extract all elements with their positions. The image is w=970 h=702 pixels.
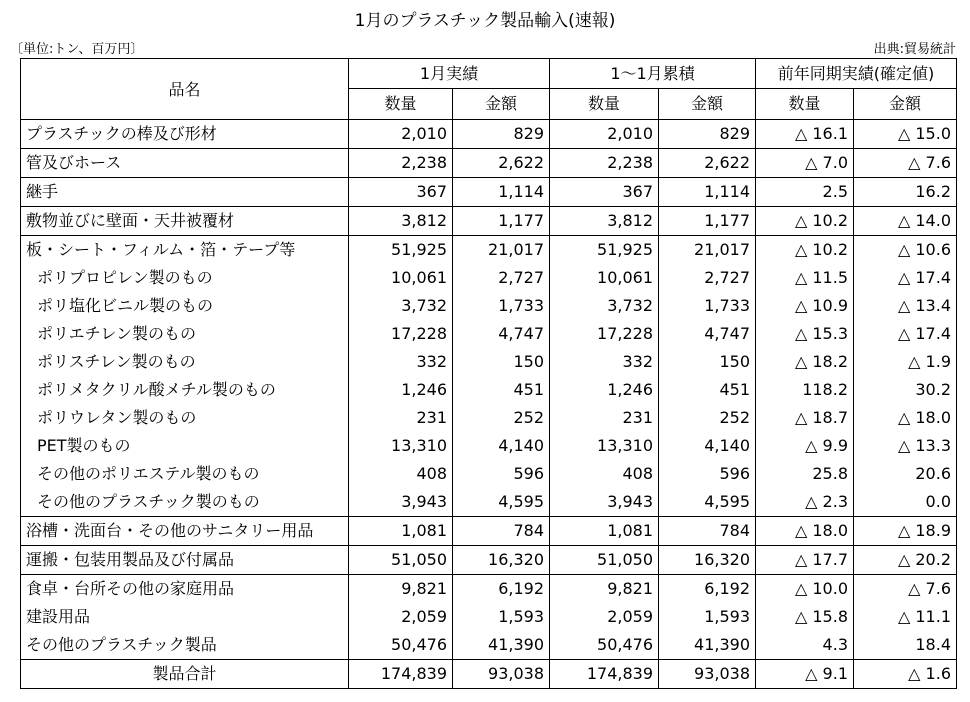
row-value-cell: 2,622: [659, 149, 756, 178]
row-value-cell: △ 10.2: [756, 207, 854, 236]
row-value-cell: △ 14.0: [854, 207, 957, 236]
total-value-cell: △ 9.1: [756, 660, 854, 689]
row-value-cell: 25.8: [756, 460, 854, 488]
row-value-cell: △ 16.1: [756, 120, 854, 149]
row-value-cell: 784: [453, 517, 550, 546]
row-value-cell: △ 10.6: [854, 236, 957, 265]
row-value-cell: 451: [453, 376, 550, 404]
header-amount: 金額: [659, 89, 756, 120]
table-row: [21, 517, 957, 546]
row-value-cell: 2,059: [349, 603, 453, 631]
row-value-cell: 367: [349, 178, 453, 207]
row-value-cell: 2,238: [349, 149, 453, 178]
row-value-cell: 118.2: [756, 376, 854, 404]
total-row: [21, 660, 957, 689]
row-item-name: ポリエチレン製のもの: [21, 320, 349, 348]
row-value-cell: 41,390: [659, 631, 756, 660]
table-row: [21, 546, 957, 575]
row-value-cell: 2,010: [550, 120, 659, 149]
row-item-name: 浴槽・洗面台・その他のサニタリー用品: [21, 517, 349, 546]
header-group-prev-year: 前年同期実績(確定値): [756, 59, 957, 89]
row-item-name: ポリウレタン製のもの: [21, 404, 349, 432]
row-value-cell: 17,228: [550, 320, 659, 348]
row-value-cell: △ 15.3: [756, 320, 854, 348]
row-value-cell: 10,061: [349, 264, 453, 292]
row-value-cell: 4,140: [453, 432, 550, 460]
row-item-name: 継手: [21, 178, 349, 207]
row-value-cell: 3,732: [349, 292, 453, 320]
row-value-cell: △ 9.9: [756, 432, 854, 460]
row-value-cell: △ 13.4: [854, 292, 957, 320]
row-value-cell: 4.3: [756, 631, 854, 660]
row-value-cell: △ 18.9: [854, 517, 957, 546]
row-value-cell: 1,081: [349, 517, 453, 546]
row-value-cell: 2,622: [453, 149, 550, 178]
total-label: 製品合計: [21, 660, 349, 689]
row-value-cell: △ 18.7: [756, 404, 854, 432]
table-row: [21, 348, 957, 376]
row-value-cell: 1,246: [349, 376, 453, 404]
row-value-cell: 21,017: [453, 236, 550, 265]
row-value-cell: △ 11.1: [854, 603, 957, 631]
row-value-cell: 2.5: [756, 178, 854, 207]
header-quantity: 数量: [349, 89, 453, 120]
header-group-month: 1月実績: [349, 59, 550, 89]
row-value-cell: △ 10.2: [756, 236, 854, 265]
row-value-cell: 332: [550, 348, 659, 376]
row-value-cell: 231: [550, 404, 659, 432]
row-value-cell: 784: [659, 517, 756, 546]
source-note: 出典:貿易統計: [873, 42, 956, 57]
header-quantity: 数量: [756, 89, 854, 120]
row-item-name: ポリメタクリル酸メチル製のもの: [21, 376, 349, 404]
row-value-cell: 13,310: [349, 432, 453, 460]
row-value-cell: 1,733: [453, 292, 550, 320]
row-value-cell: 3,943: [550, 488, 659, 517]
row-value-cell: 150: [453, 348, 550, 376]
row-value-cell: 4,747: [453, 320, 550, 348]
row-value-cell: 596: [453, 460, 550, 488]
row-value-cell: △ 13.3: [854, 432, 957, 460]
row-value-cell: 51,925: [550, 236, 659, 265]
row-value-cell: △ 11.5: [756, 264, 854, 292]
row-value-cell: 50,476: [550, 631, 659, 660]
page-title: 1月のプラスチック製品輸入(速報): [354, 11, 616, 31]
row-value-cell: 6,192: [453, 575, 550, 604]
row-value-cell: △ 18.0: [854, 404, 957, 432]
row-value-cell: 6,192: [659, 575, 756, 604]
row-item-name: 管及びホース: [21, 149, 349, 178]
row-item-name: ポリプロピレン製のもの: [21, 264, 349, 292]
table-row: [21, 603, 957, 631]
row-value-cell: △ 15.0: [854, 120, 957, 149]
row-value-cell: 2,059: [550, 603, 659, 631]
row-value-cell: 17,228: [349, 320, 453, 348]
row-value-cell: △ 10.0: [756, 575, 854, 604]
total-value-cell: 174,839: [550, 660, 659, 689]
row-value-cell: 3,812: [550, 207, 659, 236]
row-value-cell: 408: [349, 460, 453, 488]
row-value-cell: 10,061: [550, 264, 659, 292]
row-item-name: 板・シート・フィルム・箔・テープ等: [21, 236, 349, 265]
row-value-cell: △ 17.4: [854, 320, 957, 348]
row-value-cell: 21,017: [659, 236, 756, 265]
table-row: [21, 120, 957, 149]
table-row: [21, 264, 957, 292]
row-value-cell: △ 18.2: [756, 348, 854, 376]
row-item-name: 食卓・台所その他の家庭用品: [21, 575, 349, 604]
total-value-cell: △ 1.6: [854, 660, 957, 689]
row-value-cell: △ 20.2: [854, 546, 957, 575]
row-value-cell: 9,821: [349, 575, 453, 604]
row-value-cell: 1,593: [659, 603, 756, 631]
table-row: [21, 460, 957, 488]
row-value-cell: 2,010: [349, 120, 453, 149]
table-row: [21, 631, 957, 660]
row-value-cell: 1,177: [453, 207, 550, 236]
header-amount: 金額: [854, 89, 957, 120]
header-quantity: 数量: [550, 89, 659, 120]
row-value-cell: 451: [659, 376, 756, 404]
row-value-cell: 16,320: [453, 546, 550, 575]
row-value-cell: 367: [550, 178, 659, 207]
row-value-cell: 1,114: [659, 178, 756, 207]
row-value-cell: 829: [659, 120, 756, 149]
row-value-cell: 1,177: [659, 207, 756, 236]
row-value-cell: 3,812: [349, 207, 453, 236]
row-value-cell: 3,943: [349, 488, 453, 517]
row-value-cell: △ 17.4: [854, 264, 957, 292]
row-value-cell: △ 18.0: [756, 517, 854, 546]
import-table: [20, 58, 957, 689]
row-value-cell: 4,595: [659, 488, 756, 517]
row-item-name: その他のプラスチック製品: [21, 631, 349, 660]
row-value-cell: 20.6: [854, 460, 957, 488]
table-row: [21, 432, 957, 460]
row-item-name: 建設用品: [21, 603, 349, 631]
table-row: [21, 178, 957, 207]
row-value-cell: △ 17.7: [756, 546, 854, 575]
row-value-cell: △ 2.3: [756, 488, 854, 517]
table-row: [21, 149, 957, 178]
header-row-groups: [21, 59, 957, 89]
table-row: [21, 207, 957, 236]
row-value-cell: 4,747: [659, 320, 756, 348]
row-value-cell: 1,246: [550, 376, 659, 404]
row-value-cell: 51,925: [349, 236, 453, 265]
row-value-cell: 252: [659, 404, 756, 432]
row-item-name: ポリ塩化ビニル製のもの: [21, 292, 349, 320]
table-row: [21, 236, 957, 265]
row-value-cell: 596: [659, 460, 756, 488]
row-item-name: PET製のもの: [21, 432, 349, 460]
row-value-cell: 41,390: [453, 631, 550, 660]
row-value-cell: 829: [453, 120, 550, 149]
row-item-name: ポリスチレン製のもの: [21, 348, 349, 376]
row-value-cell: 51,050: [550, 546, 659, 575]
row-value-cell: △ 10.9: [756, 292, 854, 320]
row-value-cell: △ 15.8: [756, 603, 854, 631]
row-value-cell: 13,310: [550, 432, 659, 460]
row-value-cell: 1,593: [453, 603, 550, 631]
table-row: [21, 575, 957, 604]
row-item-name: プラスチックの棒及び形材: [21, 120, 349, 149]
total-value-cell: 93,038: [659, 660, 756, 689]
row-value-cell: 4,595: [453, 488, 550, 517]
row-value-cell: 16.2: [854, 178, 957, 207]
row-value-cell: 332: [349, 348, 453, 376]
table-row: [21, 488, 957, 517]
row-value-cell: 1,733: [659, 292, 756, 320]
row-value-cell: 9,821: [550, 575, 659, 604]
row-value-cell: 18.4: [854, 631, 957, 660]
row-value-cell: 2,727: [453, 264, 550, 292]
row-value-cell: 408: [550, 460, 659, 488]
row-value-cell: △ 1.9: [854, 348, 957, 376]
row-item-name: その他のポリエステル製のもの: [21, 460, 349, 488]
table-row: [21, 404, 957, 432]
total-value-cell: 93,038: [453, 660, 550, 689]
row-value-cell: 2,238: [550, 149, 659, 178]
table-row: [21, 292, 957, 320]
row-value-cell: 50,476: [349, 631, 453, 660]
row-value-cell: △ 7.6: [854, 575, 957, 604]
table-row: [21, 376, 957, 404]
row-value-cell: △ 7.0: [756, 149, 854, 178]
row-value-cell: 1,114: [453, 178, 550, 207]
row-value-cell: 16,320: [659, 546, 756, 575]
row-item-name: 運搬・包装用製品及び付属品: [21, 546, 349, 575]
row-value-cell: 1,081: [550, 517, 659, 546]
row-value-cell: 231: [349, 404, 453, 432]
table-row: [21, 320, 957, 348]
header-group-cumulative: 1～1月累積: [550, 59, 756, 89]
row-value-cell: 4,140: [659, 432, 756, 460]
row-value-cell: 0.0: [854, 488, 957, 517]
total-value-cell: 174,839: [349, 660, 453, 689]
row-value-cell: △ 7.6: [854, 149, 957, 178]
unit-note: 〔単位:トン、百万円〕: [10, 42, 144, 57]
row-value-cell: 252: [453, 404, 550, 432]
row-value-cell: 2,727: [659, 264, 756, 292]
header-amount: 金額: [453, 89, 550, 120]
row-value-cell: 30.2: [854, 376, 957, 404]
row-value-cell: 3,732: [550, 292, 659, 320]
row-item-name: 敷物並びに壁面・天井被覆材: [21, 207, 349, 236]
header-item: 品名: [21, 59, 349, 120]
row-value-cell: 51,050: [349, 546, 453, 575]
row-value-cell: 150: [659, 348, 756, 376]
row-item-name: その他のプラスチック製のもの: [21, 488, 349, 517]
